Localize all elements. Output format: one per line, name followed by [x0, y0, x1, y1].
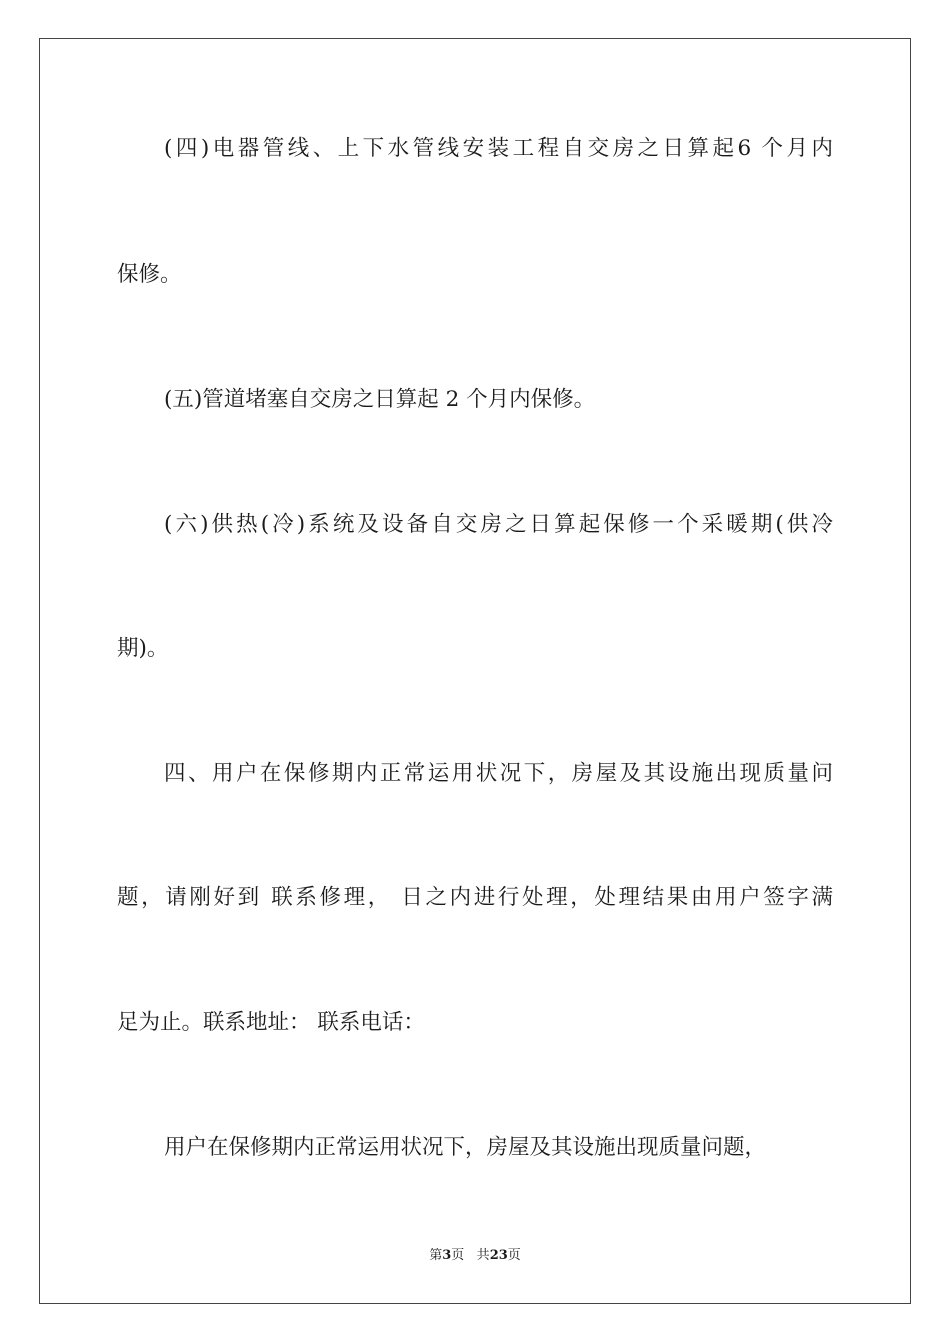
paragraph-line-4: (六)供热(冷)系统及设备自交房之日算起保修一个采暖期(供冷: [164, 512, 833, 537]
paragraph-line-3: (五)管道堵塞自交房之日算起 2 个月内保修。: [164, 387, 596, 412]
paragraph-line-1: (四)电器管线、上下水管线安装工程自交房之日算起6 个月内: [164, 136, 833, 161]
page-border: [39, 38, 911, 1304]
paragraph-line-5: 期)。: [117, 636, 169, 661]
paragraph-line-7: 题，请刚好到 联系修理， 日之内进行处理，处理结果由用户签字满: [117, 885, 833, 910]
paragraph-line-2: 保修。: [117, 262, 182, 287]
paragraph-line-8: 足为止。联系地址： 联系电话：: [117, 1010, 425, 1035]
footer-page-suffix: 页: [451, 1248, 465, 1263]
footer-total-prefix: 共: [476, 1248, 490, 1263]
footer-total-pages: 23: [489, 1248, 508, 1263]
page-footer: [0, 1247, 950, 1265]
paragraph-line-6: 四、用户在保修期内正常运用状况下，房屋及其设施出现质量问: [164, 761, 833, 786]
footer-page-number: 3: [442, 1248, 452, 1263]
paragraph-line-9: 用户在保修期内正常运用状况下，房屋及其设施出现质量问题，: [164, 1135, 767, 1160]
footer-total-suffix: 页: [507, 1248, 521, 1263]
footer-page-prefix: 第: [429, 1248, 443, 1263]
